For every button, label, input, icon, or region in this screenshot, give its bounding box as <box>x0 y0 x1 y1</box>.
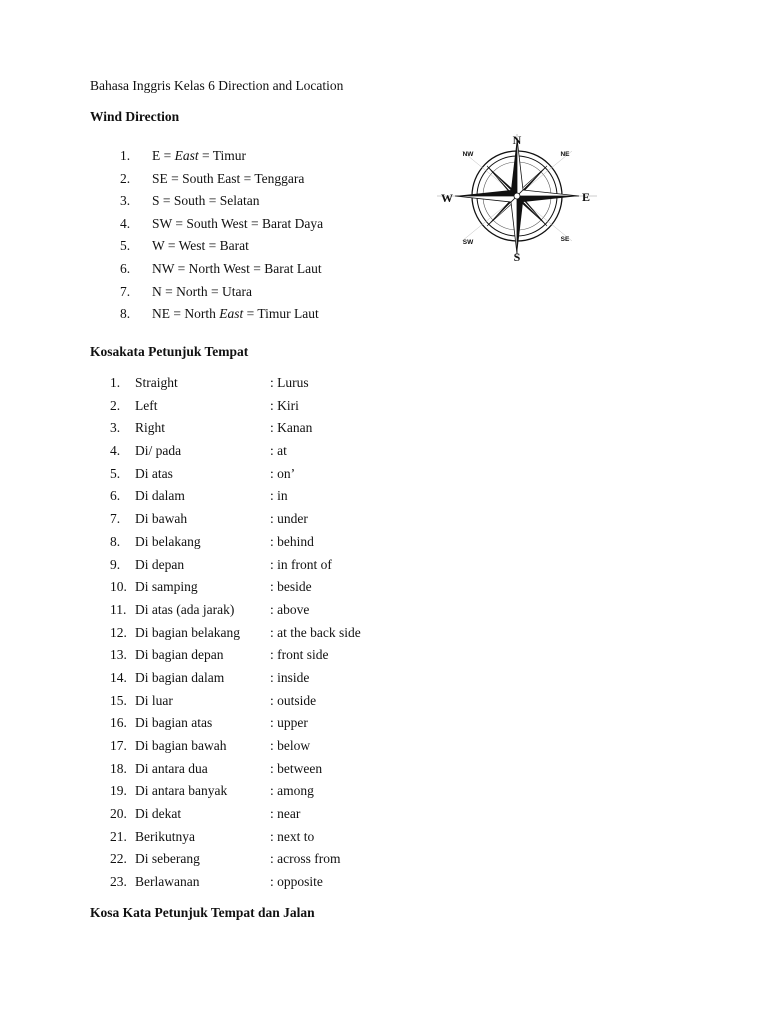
list-number: 3. <box>120 193 131 209</box>
list-number: 15. <box>110 692 127 708</box>
list-number: 16. <box>110 715 127 731</box>
list-number: 7. <box>110 511 121 527</box>
vocab-meaning: : front side <box>270 647 329 663</box>
vocab-term: Di bawah <box>135 511 188 527</box>
vocab-term: Di seberang <box>135 851 200 867</box>
list-number: 11. <box>110 601 127 617</box>
compass-label-nw: NW <box>462 151 474 158</box>
list-number: 6. <box>110 488 121 504</box>
vocab-term: Di bagian bawah <box>135 738 227 753</box>
vocab-meaning: : near <box>270 806 301 822</box>
section3-heading: Kosa Kata Petunjuk Tempat dan Jalan <box>90 905 315 920</box>
compass-rose-icon <box>424 128 620 264</box>
list-number: 5. <box>120 238 131 254</box>
vocab-term: Berlawanan <box>135 874 200 890</box>
vocab-term: Di dalam <box>135 488 185 504</box>
vocab-meaning: : behind <box>270 533 314 549</box>
list-number: 7. <box>120 283 131 299</box>
vocab-meaning: : Kanan <box>270 420 313 436</box>
list-number: 23. <box>110 874 127 890</box>
vocab-term: Di dekat <box>135 806 182 822</box>
vocab-meaning: : between <box>270 760 323 776</box>
vocab-meaning: : upper <box>270 715 308 731</box>
compass-label-se: SE <box>560 236 570 243</box>
vocab-meaning: : beside <box>270 579 312 595</box>
vocab-meaning: : inside <box>270 669 310 685</box>
wind-direction-text <box>152 193 259 209</box>
vocab-meaning: : below <box>270 738 311 753</box>
vocab-term: Di bagian dalam <box>135 669 225 685</box>
list-number: 3. <box>110 420 121 436</box>
vocab-meaning: : among <box>270 783 314 799</box>
compass-label-w: W <box>441 191 453 205</box>
compass-label-n: N <box>512 133 522 147</box>
wind-direction-text <box>152 306 319 322</box>
vocab-meaning: : Lurus <box>270 375 309 390</box>
vocab-meaning: : at <box>270 443 287 459</box>
wind-text-emphasis: East <box>174 148 199 163</box>
wind-text-part: E = <box>152 148 175 163</box>
list-number: 2. <box>120 170 131 186</box>
vocab-term: Berikutnya <box>135 828 195 844</box>
wind-direction-heading: Wind Direction <box>90 109 180 124</box>
compass-label-ne: NE <box>560 151 570 158</box>
wind-direction-text <box>152 148 246 164</box>
vocab-term: Straight <box>135 375 178 390</box>
wind-direction-text <box>152 171 304 187</box>
wind-text-part: SW = South West = Barat Daya <box>152 215 324 231</box>
vocab-meaning: : across from <box>270 851 341 867</box>
vocab-term: Di antara dua <box>135 760 208 776</box>
wind-text-part: S = South = Selatan <box>152 193 260 209</box>
list-number: 21. <box>110 828 127 844</box>
list-number: 2. <box>110 397 121 413</box>
vocab-term: Di luar <box>135 692 173 708</box>
vocab-meaning: : at the back side <box>270 624 361 640</box>
list-number: 4. <box>110 443 121 459</box>
list-number: 9. <box>110 556 121 572</box>
compass-label-s: S <box>513 250 521 264</box>
vocab-term: Right <box>135 420 166 436</box>
vocab-term: Di atas <box>135 465 173 481</box>
wind-direction-text <box>152 284 252 300</box>
list-number: 4. <box>120 215 131 231</box>
vocab-meaning: : outside <box>270 692 317 708</box>
page-title: Bahasa Inggris Kelas 6 Direction and Location <box>90 78 344 93</box>
vocab-meaning: : on’ <box>270 465 296 481</box>
list-number: 22. <box>110 851 127 867</box>
wind-text-part: SE = South East = Tenggara <box>152 170 305 186</box>
vocab-term: Di/ pada <box>135 443 182 459</box>
list-number: 8. <box>120 306 131 322</box>
compass-label-sw: SW <box>462 239 474 246</box>
wind-text-part: N = North = Utara <box>152 283 252 299</box>
vocab-term: Di belakang <box>135 533 201 549</box>
compass-label-e: E <box>581 190 591 204</box>
vocab-meaning: : above <box>270 601 310 617</box>
vocab-term: Di antara banyak <box>135 783 228 799</box>
list-number: 19. <box>110 783 127 799</box>
vocab-term: Di bagian atas <box>135 715 213 731</box>
list-number: 10. <box>110 579 127 595</box>
list-number: 1. <box>110 375 121 390</box>
vocab-meaning: : opposite <box>270 874 323 890</box>
wind-text-part: = Timur Laut <box>243 306 319 322</box>
wind-text-emphasis: East <box>219 306 244 322</box>
list-number: 13. <box>110 647 127 663</box>
wind-text-part: NW = North West = Barat Laut <box>152 260 322 276</box>
list-number: 8. <box>110 533 121 549</box>
vocab-term: Di depan <box>135 556 185 572</box>
vocab-meaning: : under <box>270 511 308 527</box>
list-number: 6. <box>120 260 131 276</box>
list-number: 20. <box>110 806 127 822</box>
wind-direction-text <box>152 261 322 277</box>
kosakata-heading: Kosakata Petunjuk Tempat <box>90 344 249 359</box>
list-number: 18. <box>110 760 127 776</box>
vocab-term: Di bagian belakang <box>135 624 240 640</box>
vocab-meaning: : next to <box>270 828 315 844</box>
wind-direction-text <box>152 238 249 254</box>
vocab-term: Di bagian depan <box>135 647 224 663</box>
vocab-term: Di samping <box>135 579 198 595</box>
wind-text-part: = Timur <box>198 148 247 163</box>
vocab-term: Left <box>135 397 158 413</box>
list-number: 12. <box>110 624 127 640</box>
list-number: 17. <box>110 738 127 753</box>
wind-text-part: NE = North <box>152 306 220 322</box>
vocab-meaning: : in front of <box>270 556 332 572</box>
wind-text-part: W = West = Barat <box>152 238 249 254</box>
vocab-meaning: : Kiri <box>270 397 299 413</box>
vocab-term: Di atas (ada jarak) <box>135 601 235 617</box>
list-number: 1. <box>120 148 131 163</box>
list-number: 5. <box>110 465 121 481</box>
list-number: 14. <box>110 669 127 685</box>
wind-direction-text <box>152 216 323 232</box>
vocab-meaning: : in <box>270 488 288 504</box>
